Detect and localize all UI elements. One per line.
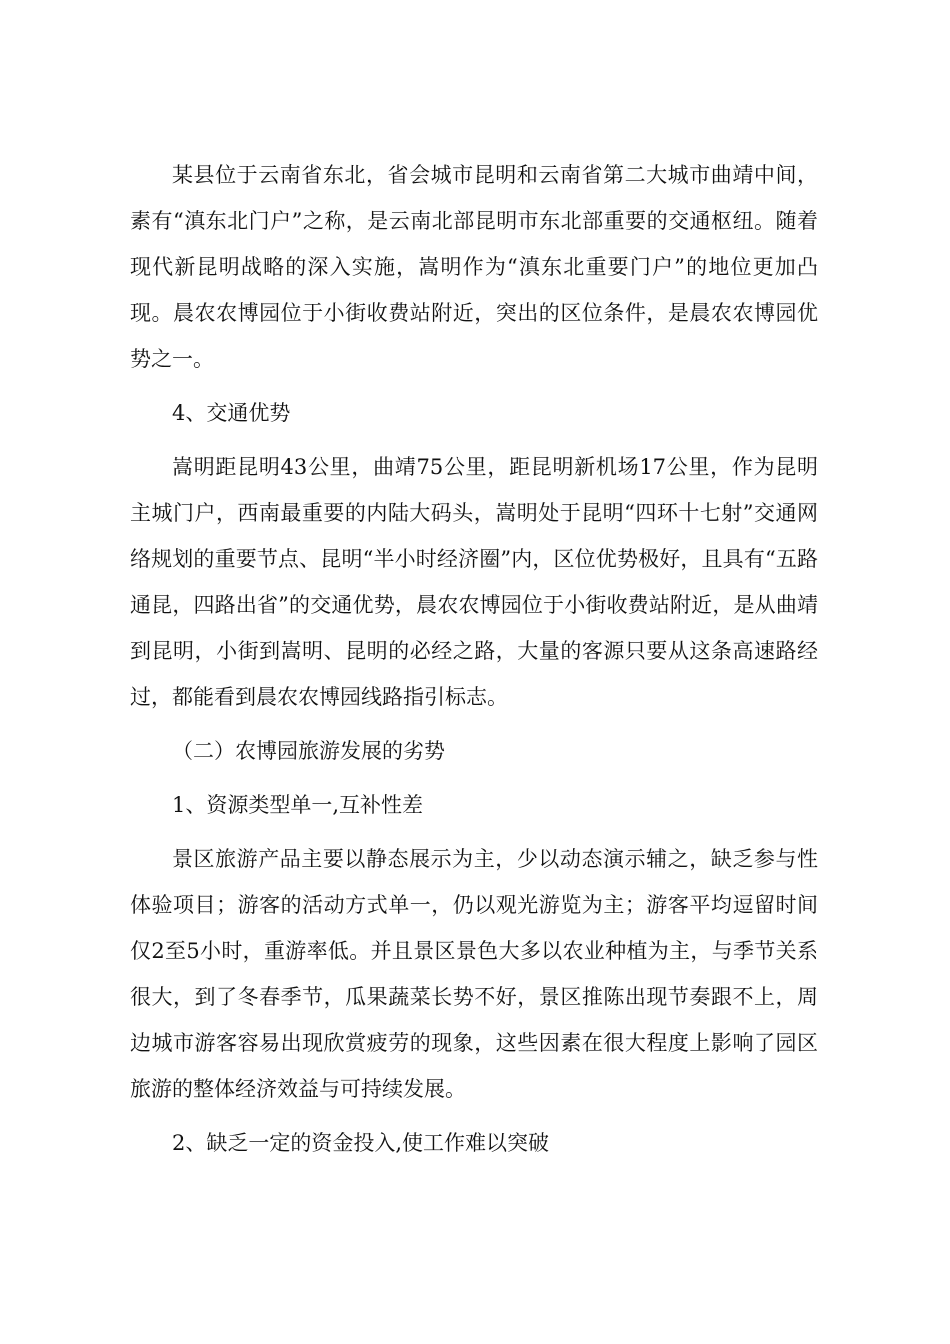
document-body [130,152,818,1174]
heading-lack-of-funding: 2、缺乏一定的资金投入,使工作难以突破 [172,1131,550,1155]
paragraph-transport-advantage: 嵩明距昆明43公里，曲靖75公里，距昆明新机场17公里，作为昆明主城门户，西南最重要的内陆大码头，嵩明处于昆明“四环十七射”交通网络规划的重要节点、昆明“半小时经济圈”内，区位优势极好，且具有“五路通昆，四路出省”的交通优势，晨农农博园位于小街收费站附近，是从曲靖到昆明，小街到嵩明、昆明的必经之路，大量的客源只要从这条高速路经过，都能看到晨农农博园线路指引标志。 [130,455,818,709]
paragraph-location-advantage: 某县位于云南省东北，省会城市昆明和云南省第二大城市曲靖中间，素有“滇东北门户”之称，是云南北部昆明市东北部重要的交通枢纽。随着现代新昆明战略的深入实施，嵩明作为“滇东北重要门户”的地位更加凸现。晨农农博园位于小街收费站附近，突出的区位条件，是晨农农博园优势之一。 [130,163,818,371]
paragraph-single-resource-type: 景区旅游产品主要以静态展示为主，少以动态演示辅之，缺乏参与性体验项目；游客的活动方式单一，仍以观光游览为主；游客平均逗留时间仅2至5小时，重游率低。并且景区景色大多以农业种植为主，与季节关系很大，到了冬春季节，瓜果蔬菜长势不好，景区推陈出现节奏跟不上，周边城市游客容易出现欣赏疲劳的现象，这些因素在很大程度上影响了园区旅游的整体经济效益与可持续发展。 [130,847,818,1101]
heading-transport-advantage: 4、交通优势 [172,401,291,425]
heading-single-resource-type: 1、资源类型单一,互补性差 [172,793,424,817]
heading-disadvantages: （二）农博园旅游发展的劣势 [172,739,445,763]
